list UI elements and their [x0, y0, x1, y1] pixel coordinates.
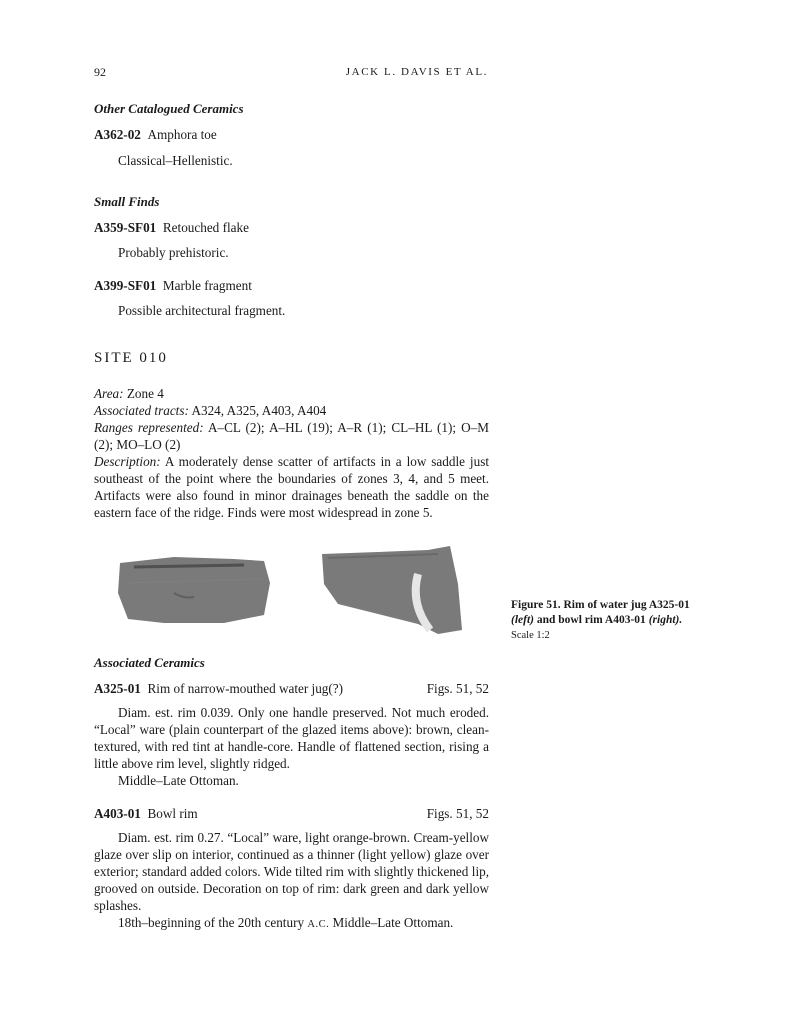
site-heading: SITE 010 — [94, 350, 168, 366]
entry-note: Possible architectural fragment. — [118, 303, 286, 318]
caption-left: (left) — [511, 614, 534, 626]
area-value: Zone 4 — [126, 386, 164, 401]
caption-line-1 — [511, 598, 711, 613]
section-heading-other-ceramics: Other Catalogued Ceramics — [94, 101, 244, 116]
catalog-entry-a359-sf01 — [94, 219, 489, 236]
entry-desc: Diam. est. rim 0.039. Only one handle preserved. Not much eroded. “Local” ware (plain counterpart of the glazed items above): brown, clean-textured, with red tint at handle-core. Handle of flattened section, rising a little above rim level, slightly ridged. — [94, 705, 489, 771]
catalog-entry-a399-sf01 — [94, 277, 489, 294]
entry-title: Marble fragment — [162, 278, 252, 293]
entry-id: A325-01 — [94, 681, 141, 696]
entry-id: A359-SF01 — [94, 220, 157, 235]
entry-title: Amphora toe — [147, 127, 217, 142]
entry-note: Probably prehistoric. — [118, 245, 229, 260]
area-label: Area: — [94, 386, 124, 401]
entry-title: Rim of narrow-mouthed water jug(?) — [147, 681, 344, 696]
ranges-line — [94, 419, 489, 453]
date-era: A.C. — [307, 919, 330, 930]
entry-desc: Diam. est. rim 0.27. “Local” ware, light orange-brown. Cream-yellow glaze over slip on interior, continued as a thinner (light yellow) glaze over exterior; standard added colors. Wide tilted rim with slightly thickened lip, grooved on outside. Decoration on top of rim: dark green and dark yellow splashes. — [94, 830, 489, 913]
entry-note: Classical–Hellenistic. — [118, 153, 233, 168]
ranges-value: A–CL (2); A–HL (19); A–R (1); CL–HL (1); O–M (2); MO–LO (2) — [94, 420, 489, 452]
section-heading-associated-ceramics: Associated Ceramics — [94, 655, 205, 670]
section-heading-small-finds: Small Finds — [94, 194, 160, 209]
caption-line-2 — [511, 613, 711, 628]
entry-description-a403-01 — [94, 829, 489, 933]
entry-id: A403-01 — [94, 806, 141, 821]
page-number: 92 — [94, 65, 106, 79]
date-post: Middle–Late Ottoman. — [332, 915, 454, 930]
entry-title: Retouched flake — [162, 220, 249, 235]
figure-reference: Figs. 51, 52 — [426, 806, 489, 821]
entry-date-line — [94, 914, 489, 933]
running-head: JACK L. DAVIS ET AL. — [345, 66, 488, 78]
figure-caption — [511, 598, 711, 643]
description-value: A moderately dense scatter of artifacts in a low saddle just southeast of the point where the boundaries of zones 3, 4, and 5 meet. Artifacts were also found in minor drainages beneath the saddle on the eastern face of the ridge. Finds were most widespread in zone 5. — [94, 454, 489, 520]
entry-date: Middle–Late Ottoman. — [118, 773, 239, 788]
area-line — [94, 385, 489, 402]
sherd-body — [322, 546, 462, 634]
caption-right: (right). — [648, 614, 683, 626]
sherd-image-a325-01 — [114, 553, 274, 627]
figure-reference: Figs. 51, 52 — [426, 681, 489, 696]
tracts-value: A324, A325, A403, A404 — [191, 403, 327, 418]
caption-scale: Scale 1:2 — [511, 630, 550, 641]
entry-id: A399-SF01 — [94, 278, 157, 293]
caption-main: Figure 51. Rim of water jug A325-01 — [511, 599, 690, 611]
entry-id: A362-02 — [94, 127, 141, 142]
site-metadata — [94, 385, 489, 521]
tracts-line — [94, 402, 489, 419]
entry-description-a325-01 — [94, 704, 489, 789]
catalog-entry-a403-01 — [94, 805, 489, 822]
tracts-label: Associated tracts: — [94, 403, 189, 418]
sherd-image-a403-01 — [318, 544, 464, 636]
entry-title: Bowl rim — [147, 806, 198, 821]
description-label: Description: — [94, 454, 161, 469]
description-line — [94, 453, 489, 521]
catalog-entry-a325-01 — [94, 680, 489, 697]
catalog-entry-a362-02 — [94, 126, 489, 143]
ranges-label: Ranges represented: — [94, 420, 204, 435]
caption-mid: and bowl rim A403-01 — [536, 614, 646, 626]
date-pre: 18th–beginning of the 20th century — [118, 915, 305, 930]
